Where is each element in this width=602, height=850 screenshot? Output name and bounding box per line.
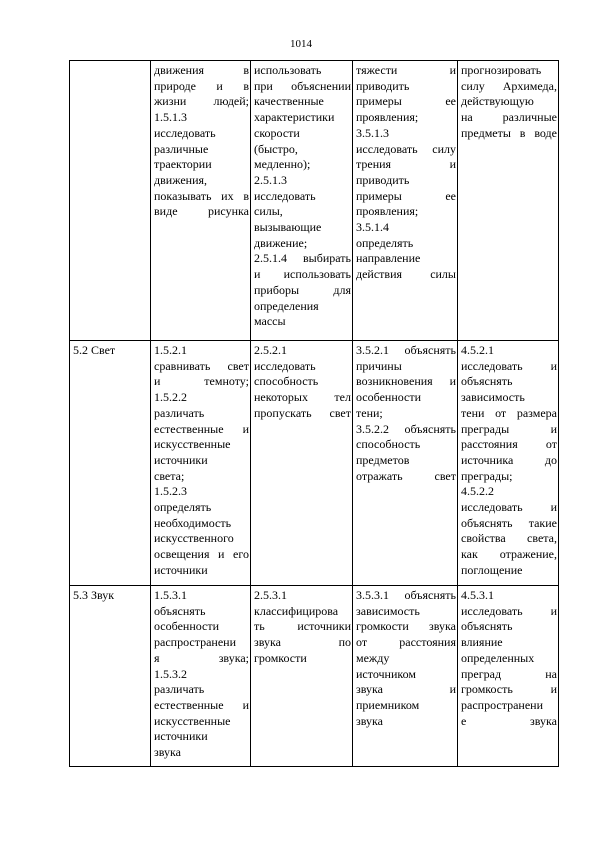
- topic-label: 5.3 Звук: [73, 588, 115, 602]
- cell-text-line: движение;: [254, 235, 308, 250]
- topic-label: 5.2 Свет: [73, 343, 116, 357]
- cell-text-line: траектории: [154, 157, 212, 172]
- cell-text-line: искусственного: [154, 531, 234, 546]
- grade4-cell: [458, 586, 559, 767]
- cell-text-line: направление: [356, 251, 421, 266]
- cell-text-line: естественные и: [154, 421, 249, 436]
- cell-text-line: 1.5.2.3: [154, 484, 187, 499]
- cell-text-line: движения в: [154, 63, 249, 77]
- cell-text-line: расстояния от: [461, 437, 557, 452]
- cell-text-line: способность: [254, 374, 319, 389]
- cell-text-line: трения и: [356, 157, 456, 172]
- cell-text-line: особенности: [356, 390, 422, 405]
- cell-text-line: как отражение,: [461, 547, 557, 562]
- cell-text-line: проявления;: [356, 110, 419, 125]
- cell-text-line: объяснять: [154, 603, 206, 618]
- cell-text-line: показывать их в: [154, 188, 249, 203]
- cell-text-line: примеры ее: [356, 188, 456, 203]
- cell-text-line: вызывающие: [254, 220, 322, 235]
- cell-text-line: способность: [356, 437, 421, 452]
- cell-text-line: отражать свет: [356, 468, 456, 483]
- grade2-cell: [251, 341, 353, 586]
- cell-text-line: 4.5.2.2: [461, 484, 494, 499]
- cell-text-line: исследовать и: [461, 500, 557, 515]
- grade3-cell: [353, 586, 458, 767]
- cell-text-line: предметов: [356, 452, 410, 467]
- cell-text-line: 3.5.2.1 объяснять: [356, 343, 456, 357]
- topic-cell: [70, 341, 151, 586]
- cell-text-line: 1.5.2.1: [154, 343, 187, 357]
- topic-cell: [70, 61, 151, 341]
- cell-text-line: характеристики: [254, 110, 335, 125]
- cell-text-line: определения: [254, 298, 319, 313]
- cell-text-line: движения,: [154, 172, 208, 187]
- cell-text-line: и использовать: [254, 267, 351, 282]
- cell-text-line: определять: [154, 500, 212, 515]
- grade3-cell: [353, 61, 458, 341]
- cell-text-line: ть источники: [254, 619, 351, 634]
- cell-text-line: преграды;: [461, 468, 513, 483]
- cell-text-line: 1.5.3.2: [154, 666, 187, 681]
- cell-text-line: различать: [154, 405, 205, 420]
- cell-text-line: зависимость: [461, 390, 525, 405]
- table-row: [70, 341, 559, 586]
- cell-text-line: исследовать: [254, 358, 316, 373]
- grade1-cell: [151, 341, 251, 586]
- cell-text-line: пропускать свет: [254, 405, 351, 420]
- cell-text-line: источники: [154, 452, 208, 467]
- cell-text-line: определенных: [461, 650, 535, 665]
- cell-text-line: звука: [154, 745, 181, 760]
- cell-text-line: проявления;: [356, 204, 419, 219]
- cell-text-line: поглощение: [461, 562, 523, 577]
- table-row: [70, 61, 559, 341]
- cell-text-line: 1.5.3.1: [154, 588, 187, 602]
- cell-text-line: света;: [154, 468, 185, 483]
- page-number: 1014: [290, 38, 312, 50]
- cell-text-line: источники: [154, 729, 208, 744]
- cell-text-line: действующую: [461, 94, 534, 109]
- cell-text-line: прогнозировать: [461, 63, 542, 77]
- cell-text-line: тени от размера: [461, 405, 557, 420]
- cell-text-line: при объяснении: [254, 78, 351, 93]
- cell-text-line: 4.5.2.1: [461, 343, 494, 357]
- cell-text-line: природе и в: [154, 78, 249, 93]
- cell-text-line: звука: [356, 713, 383, 728]
- cell-text-line: звука по: [254, 635, 351, 650]
- grade4-cell: [458, 341, 559, 586]
- cell-text-line: исследовать: [254, 188, 316, 203]
- cell-text-line: 3.5.3.1 объяснять: [356, 588, 456, 602]
- cell-text-line: освещения и его: [154, 547, 249, 562]
- cell-text-line: естественные и: [154, 697, 249, 712]
- cell-text-line: я звука;: [154, 650, 249, 665]
- cell-text-line: исследовать и: [461, 358, 557, 373]
- cell-text-line: сравнивать свет: [154, 358, 249, 373]
- cell-text-line: исследовать и: [461, 603, 557, 618]
- cell-text-line: приемником: [356, 697, 420, 712]
- cell-text-line: 1.5.1.3: [154, 110, 187, 125]
- cell-text-line: медленно);: [254, 157, 311, 172]
- grade3-cell: [353, 341, 458, 586]
- cell-text-line: качественные: [254, 94, 324, 109]
- cell-text-line: 2.5.1.3: [254, 172, 287, 187]
- cell-text-line: 1.5.2.2: [154, 390, 187, 405]
- cell-text-line: 2.5.1.4 выбирать: [254, 251, 351, 266]
- cell-text-line: виде рисунка: [154, 204, 249, 219]
- cell-text-line: от расстояния: [356, 635, 456, 650]
- cell-text-line: зависимость: [356, 603, 420, 618]
- cell-text-line: приводить: [356, 172, 410, 187]
- cell-text-line: примеры ее: [356, 94, 456, 109]
- cell-text-line: тени;: [356, 405, 383, 420]
- cell-text-line: исследовать: [154, 125, 216, 140]
- cell-text-line: звука и: [356, 682, 456, 697]
- cell-text-line: распространени: [461, 697, 544, 712]
- cell-text-line: причины: [356, 358, 402, 373]
- grade1-cell: [151, 586, 251, 767]
- cell-text-line: объяснять такие: [461, 515, 557, 530]
- cell-text-line: объяснять: [461, 374, 513, 389]
- cell-text-line: силу Архимеда,: [461, 78, 557, 93]
- cell-text-line: искусственные: [154, 437, 231, 452]
- cell-text-line: 2.5.3.1: [254, 588, 287, 602]
- cell-text-line: исследовать силу: [356, 141, 456, 156]
- cell-text-line: между: [356, 650, 390, 665]
- cell-text-line: возникновения и: [356, 374, 456, 389]
- cell-text-line: определять: [356, 235, 414, 250]
- cell-text-line: различные: [154, 141, 209, 156]
- cell-text-line: особенности: [154, 619, 220, 634]
- cell-text-line: силы,: [254, 204, 283, 219]
- curriculum-table: [69, 60, 559, 767]
- cell-text-line: различать: [154, 682, 205, 697]
- cell-text-line: громкости: [254, 650, 307, 665]
- cell-text-line: использовать: [254, 63, 322, 77]
- cell-text-line: предметы в воде: [461, 125, 557, 140]
- cell-text-line: приборы для: [254, 282, 351, 297]
- cell-text-line: тяжести и: [356, 63, 456, 77]
- grade1-cell: [151, 61, 251, 341]
- cell-text-line: приводить: [356, 78, 410, 93]
- cell-text-line: источника до: [461, 452, 557, 467]
- cell-text-line: классифицирова: [254, 603, 339, 618]
- cell-text-line: громкости звука: [356, 619, 456, 634]
- cell-text-line: некоторых тел: [254, 390, 351, 405]
- cell-text-line: источники: [154, 562, 208, 577]
- cell-text-line: источником: [356, 666, 416, 681]
- cell-text-line: 2.5.2.1: [254, 343, 287, 357]
- cell-text-line: распространени: [154, 635, 237, 650]
- cell-text-line: необходимость: [154, 515, 232, 530]
- grade2-cell: [251, 61, 353, 341]
- cell-text-line: преграды и: [461, 421, 557, 436]
- grade4-cell: [458, 61, 559, 341]
- cell-text-line: 3.5.1.4: [356, 220, 389, 235]
- cell-text-line: на различные: [461, 110, 557, 125]
- cell-text-line: свойства света,: [461, 531, 557, 546]
- cell-text-line: громкость и: [461, 682, 557, 697]
- table-row: [70, 586, 559, 767]
- cell-text-line: действия силы: [356, 267, 456, 282]
- cell-text-line: 4.5.3.1: [461, 588, 494, 602]
- topic-cell: [70, 586, 151, 767]
- cell-text-line: объяснять: [461, 619, 513, 634]
- cell-text-line: е звука: [461, 713, 557, 728]
- cell-text-line: скорости: [254, 125, 300, 140]
- grade2-cell: [251, 586, 353, 767]
- cell-text-line: преград на: [461, 666, 557, 681]
- cell-text-line: влияние: [461, 635, 503, 650]
- cell-text-line: (быстро,: [254, 141, 298, 156]
- cell-text-line: жизни людей;: [154, 94, 249, 109]
- cell-text-line: и темноту;: [154, 374, 249, 389]
- cell-text-line: 3.5.2.2 объяснять: [356, 421, 456, 436]
- cell-text-line: 3.5.1.3: [356, 125, 389, 140]
- cell-text-line: массы: [254, 314, 286, 329]
- cell-text-line: искусственные: [154, 713, 231, 728]
